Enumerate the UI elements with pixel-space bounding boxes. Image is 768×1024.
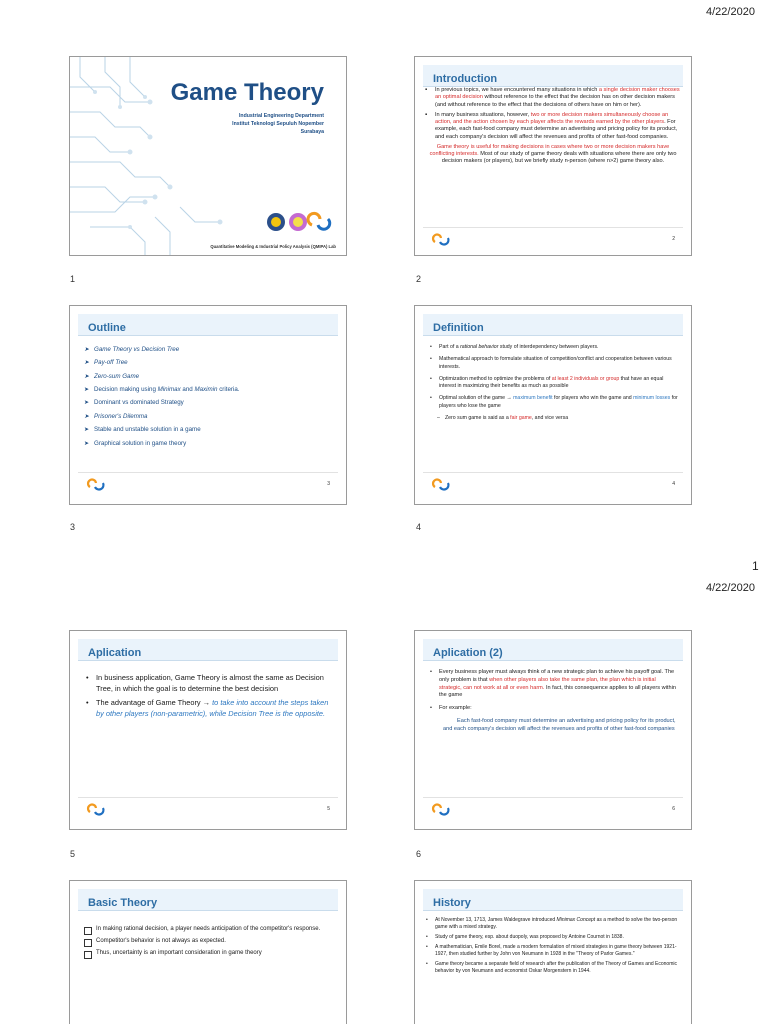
outline-item: ➤ Dominant vs dominated Strategy	[84, 399, 334, 407]
logo-icon	[431, 476, 455, 492]
slide-header	[78, 314, 338, 336]
slide-4[interactable]	[414, 305, 692, 505]
definition-subitem: – Zero sum game is said as a fair game, and vice versa	[429, 415, 679, 422]
slide-7[interactable]	[69, 880, 347, 1024]
slide-label: 1	[70, 274, 76, 284]
slide-header	[423, 65, 683, 87]
slide-label: 4	[416, 522, 422, 532]
page-date: 4/22/2020	[706, 582, 755, 594]
intro-paragraph: Game theory is useful for making decisions in cases where two or more decision makers have conflicting interests. Most of our study of game theory deals with situations where there are only two decision makers (or players), but we briefly study n-person (where n>2) game theory also.	[429, 143, 677, 165]
application-item: • In business application, Game Theory is almost the same as Decision Tree, in which the goal is to determine the best decision	[84, 673, 334, 694]
page-number: 1	[752, 559, 759, 573]
outline-item: ➤ Graphical solution in game theory	[84, 440, 334, 448]
department-line: Industrial Engineering Department	[238, 113, 324, 119]
history-item: • Study of game theory, esp. about duopoly, was proposed by Antoine Cournot in 1838.	[425, 934, 679, 941]
application-item: • Every business player must always think of a new strategic plan to achieve his payoff goal. The only problem is that when other players also take the same plan, the plan which is initial strategic, can not work at all or even harm. In fact, this consequence applies to all players within the game	[429, 669, 679, 700]
lab-footer: Quantitative Modeling & Industrial Policy Analysis (QMIPA) Lab	[210, 244, 336, 249]
outline-item: ➤ Game Theory vs Decision Tree	[84, 346, 334, 354]
slide-heading: Basic Theory	[88, 897, 158, 909]
institution-logos	[266, 211, 332, 233]
slide-label: 3	[70, 522, 76, 532]
slide-1[interactable]	[69, 56, 347, 256]
slide-header	[78, 639, 338, 661]
logo-icon	[431, 801, 455, 817]
slide-label: 2	[416, 274, 422, 284]
slide-8[interactable]	[414, 880, 692, 1024]
intro-bullet-2: ▪ In many business situations, however, two or more decision makers simultaneously choose an action, and the action chosen by each player affects the rewards earned by the other players. For example, each fast-food company must determine an advertising and pricing policy for its product, and each company's decision will affect the revenues and profits of other fast-food companies.	[425, 112, 681, 141]
outline-item: ➤ Zero-sum Game	[84, 373, 334, 381]
slide-label: 5	[70, 849, 76, 859]
slide-page-number: 5	[327, 806, 330, 812]
slide-6[interactable]	[414, 630, 692, 830]
slide-heading: Introduction	[433, 73, 498, 85]
slide-header	[423, 889, 683, 911]
history-item: • A mathematician, Emile Borel, made a modern formulation of mixed strategies in game theory between 1921-1927, then studied further by John von Neumann in 1928 in the "Theory of Parlor Games."	[425, 944, 679, 958]
slide-title: Game Theory	[170, 79, 324, 106]
slide-page-number: 2	[672, 236, 675, 242]
slide-heading: Outline	[88, 322, 126, 334]
slide-page-number: 4	[672, 481, 675, 487]
intro-bullet-1: ▪ In previous topics, we have encountered many situations in which a single decision maker chooses an optimal decision without reference to the effect that the decision has on other decision makers (and without reference to the effect that the decisions of others have on him or her).	[425, 87, 681, 109]
slide-page-number: 6	[672, 806, 675, 812]
basic-theory-item: Competitor's behavior is not always as expected.	[84, 937, 334, 946]
definition-item: • Part of a rational behavior study of interdependency between players.	[429, 344, 679, 351]
history-item: • At November 13, 1713, James Waldegrave introduced Minimax Concept as a method to solve the two-person game with a mixed strategy.	[425, 917, 679, 931]
slide-label: 6	[416, 849, 422, 859]
logo-icon	[431, 231, 455, 247]
outline-item: ➤ Prisoner's Dilemma	[84, 413, 334, 421]
definition-item: • Optimal solution of the game → maximum benefit for players who win the game and minimum losses for players who lose the game	[429, 395, 679, 410]
slide-heading: History	[433, 897, 471, 909]
basic-theory-item: Thus, uncertainty is an important consideration in game theory	[84, 949, 334, 958]
example-text: Each fast-food company must determine an advertising and pricing policy for its product, and each company's decision will affect the revenues and profits of other fast-food companies	[443, 718, 676, 732]
application-item: • For example:	[429, 705, 679, 713]
city-line: Surabaya	[300, 128, 324, 135]
slide-subtitle	[184, 113, 324, 136]
slide-2[interactable]	[414, 56, 692, 256]
slide-5[interactable]	[69, 630, 347, 830]
outline-item: ➤ Decision making using Minimax and Maximin criteria.	[84, 386, 334, 394]
page-date: 4/22/2020	[706, 6, 755, 18]
slide-page-number: 3	[327, 481, 330, 487]
slide-header	[78, 889, 338, 911]
history-item: • Game theory became a separate field of research after the publication of the Theory of Games and Economic behavior by von Neumann and economist Oskar Morgenstern in 1944.	[425, 961, 679, 975]
slide-3[interactable]	[69, 305, 347, 505]
institute-line: Institut Teknologi Sepuluh Nopember	[232, 120, 324, 127]
definition-item: • Optimization method to optimize the problems of at least 2 individuals or group that have an equal interest in maximizing their benefits as much as possible	[429, 376, 679, 391]
logo-icon	[86, 801, 110, 817]
outline-item: ➤ Stable and unstable solution in a game	[84, 426, 334, 434]
slide-header	[423, 639, 683, 661]
outline-item: ➤ Pay-off Tree	[84, 359, 334, 367]
slide-heading: Definition	[433, 322, 484, 334]
basic-theory-item: In making rational decision, a player needs anticipation of the competitor's response.	[84, 925, 334, 934]
definition-item: • Mathematical approach to formulate situation of competition/conflict and cooperation between various interests.	[429, 356, 679, 371]
application-item: • The advantage of Game Theory → to take into account the steps taken by other players (non-parametric), while Decision Tree is the opposite.	[84, 698, 334, 719]
slide-header	[423, 314, 683, 336]
slide-heading: Aplication (2)	[433, 647, 503, 659]
slide-heading: Aplication	[88, 647, 142, 659]
logo-icon	[86, 476, 110, 492]
